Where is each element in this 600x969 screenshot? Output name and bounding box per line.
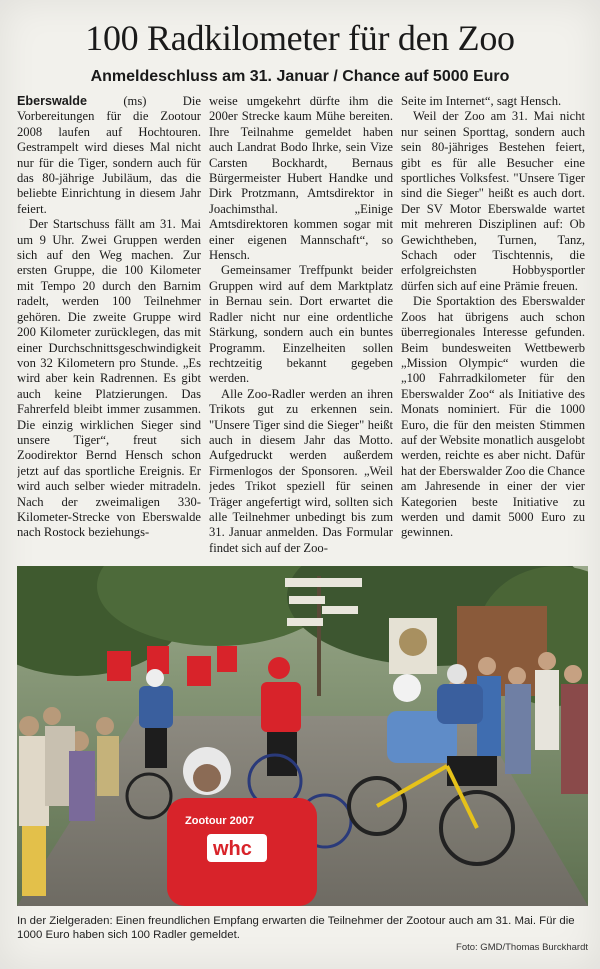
paragraph: Die Sportaktion des Eberswalder Zoos hat übrigens auch schon überregionales Interesse gefunden. Beim bundesweiten Wettbewerb „Mission Olympic“ wurden die „100 Fahrradkilometer für den Eberswalder Zoo“ als Initiative des Monats nominiert. Für die 1000 Euro, die für den meisten Stimmen auf der Website monatlich ausgelobt werden, reichte es aber nicht. Dafür hat der Eberswalder Zoo die Chance am Jahresende in einer der vier Kategorien beste Initiative zu werden und damit 5000 Euro zu gewinnen.: [401, 294, 585, 540]
paragraph: Eberswalde (ms) Die Vorbereitungen für die Zootour 2008 laufen auf Hochtouren. Gestrampelt wird dieses Mal nicht nur für die Tiger, sondern auch für das 80-jährige Jubiläum, das die beliebte Einrichtung in diesem Jahr feiert.: [17, 94, 201, 216]
paragraph: Alle Zoo-Radler werden an ihren Trikots gut zu erkennen sein. "Unsere Tiger sind die Sieger" heißt auch in diesem Jahr das Motto. Aufgedruckt werden außerdem Firmenlogos der Sponsoren. „Weil jedes Trikot speziell für seinen Träger angefertigt wird, sollten sich alle Teilnehmer unbedingt bis zum 31. Januar anmelden. Das Formular findet sich auf der Zoo-: [209, 386, 393, 555]
article-column-1: [17, 94, 201, 556]
dateline: Eberswalde: [17, 94, 87, 108]
subheadline: Anmeldeschluss am 31. Januar / Chance auf 5000 Euro: [90, 68, 510, 85]
photo-credit: Foto: GMD/Thomas Burckhardt: [456, 942, 588, 953]
jersey-logo-text: whc: [213, 838, 252, 860]
paragraph: Gemeinsamer Treffpunkt beider Gruppen wird auf dem Marktplatz in Bernau sein. Dort erwartet die Radler nicht nur eine ordentliche Stärkung, sondern auch ein buntes Programm. Einzelheiten sollen rechtzeitig bekannt gegeben werden.: [209, 263, 393, 386]
article-column-3: [401, 94, 585, 556]
article-column-2: [209, 94, 393, 556]
paragraph: Seite im Internet“, sagt Hensch.: [401, 94, 562, 108]
paragraph: Der Startschuss fällt am 31. Mai um 9 Uhr. Zwei Gruppen werden sich auf den Weg machen. Zur ersten Gruppe, die 100 Kilometer mit Tempo 20 durch den Barnim radelt, werden 100 Teilnehmer gehören. Die zweite Gruppe wird 200 Kilometer zurücklegen, das mit einer Durchschnittsgeschwindigkeit von 32 Kilometern pro Stunde. „Es wird aber kein Radrennen. Es gibt auch keine Platzierungen. Das Fahrerfeld bleibt immer zusammen. Die einzig wirklichen Sieger sind unsere Tiger“, freut sich Zoodirektor Bernd Hensch schon jetzt auf das sportliche Ereignis. Er wird auch selber wieder mitradeln. Nach der zweimaligen 330-Kilometer-Strecke von Eberswalde nach Rostock beziehungs-: [17, 217, 201, 540]
photo-illustration: [17, 566, 588, 906]
headline: 100 Radkilometer für den Zoo: [85, 18, 515, 58]
article-body: [17, 94, 585, 556]
paragraph: Weil der Zoo am 31. Mai nicht nur seinen Sporttag, sondern auch sein 80-jähriges Bestehen feiert, gibt es für alle Besucher eine sportliches Volksfest. "Unsere Tiger sind die Sieger" heißt es auch dort. Der SV Motor Eberswalde wartet mit mehreren Disziplinen auf: Ob Gewichtheben, Turnen, Tanz, Schach oder Tischtennis, die erfolgreichsten Hobbysportler dürfen sich auf eine Prämie freuen.: [401, 109, 585, 293]
cyclists-photo: [17, 566, 588, 906]
jersey-text: Zootour 2007: [185, 815, 255, 827]
photo-caption: In der Zielgeraden: Einen freundlichen Empfang erwarten die Teilnehmer der Zootour auch am 31. Mai. Für die 1000 Euro haben sich 100 Radler gemeldet.: [17, 915, 575, 941]
paragraph: weise umgekehrt dürfte ihm die 200er Strecke kaum Mühe bereiten. Ihre Teilnahme gemeldet haben auch Landrat Bodo Ihrke, sein Vize Carsten Bockhardt, Bernaus Bürgermeister Hubert Handke und Dirk Protzmann, Amtsdirektor in Joachimsthal. „Einige Amtsdirektoren kommen sogar mit einer eigenen Mannschaft“, so Hensch.: [209, 94, 393, 263]
